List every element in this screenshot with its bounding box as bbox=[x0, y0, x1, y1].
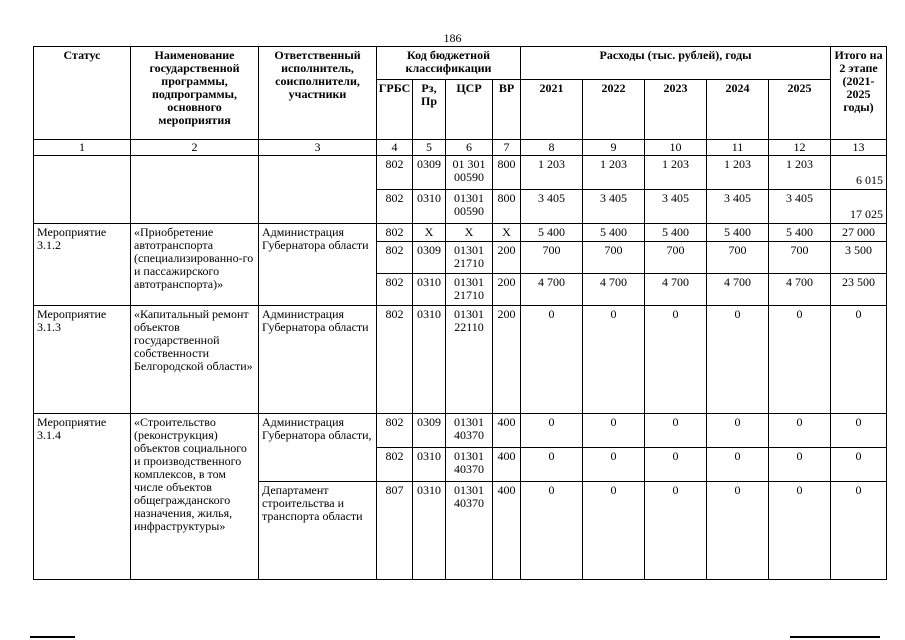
csr-cell: 01301 21710 bbox=[446, 274, 493, 306]
value-2022: 0 bbox=[583, 448, 645, 482]
value-2024: 5 400 bbox=[707, 224, 769, 242]
value-2023: 1 203 bbox=[645, 156, 707, 190]
column-number: 1 bbox=[34, 140, 131, 156]
header-csr: ЦСР bbox=[446, 80, 493, 140]
name-cell: «Приобретение автотранспорта (специализированно-го и пассажирского автотранспорта)» bbox=[131, 224, 259, 306]
total-cell: 0 bbox=[831, 414, 887, 448]
value-2022: 5 400 bbox=[583, 224, 645, 242]
value-2025: 1 203 bbox=[769, 156, 831, 190]
column-number: 3 bbox=[259, 140, 377, 156]
header-grbs: ГРБС bbox=[377, 80, 413, 140]
total-cell: 0 bbox=[831, 448, 887, 482]
grbs-cell: 802 bbox=[377, 274, 413, 306]
value-2024: 1 203 bbox=[707, 156, 769, 190]
status-cell bbox=[34, 156, 131, 224]
total-cell: 17 025 bbox=[831, 190, 887, 224]
value-2022: 4 700 bbox=[583, 274, 645, 306]
responsible-cell: Администрация Губернатора области bbox=[259, 306, 377, 414]
column-number: 8 bbox=[521, 140, 583, 156]
value-2022: 0 bbox=[583, 414, 645, 448]
column-number: 5 bbox=[413, 140, 446, 156]
rz-cell: 0309 bbox=[413, 242, 446, 274]
column-number: 9 bbox=[583, 140, 645, 156]
vr-cell: 400 bbox=[493, 448, 521, 482]
value-2024: 0 bbox=[707, 482, 769, 580]
value-2025: 700 bbox=[769, 242, 831, 274]
csr-cell: 01 301 00590 bbox=[446, 156, 493, 190]
csr-cell: 01301 21710 bbox=[446, 242, 493, 274]
csr-cell: 01301 40370 bbox=[446, 482, 493, 580]
header-responsible: Ответственный исполнитель, соисполнители, участники bbox=[259, 47, 377, 140]
value-2023: 0 bbox=[645, 414, 707, 448]
column-number: 2 bbox=[131, 140, 259, 156]
column-number: 6 bbox=[446, 140, 493, 156]
status-cell: Мероприятие 3.1.3 bbox=[34, 306, 131, 414]
column-number: 4 bbox=[377, 140, 413, 156]
header-year-2023: 2023 bbox=[645, 80, 707, 140]
status-cell: Мероприятие 3.1.2 bbox=[34, 224, 131, 306]
value-2023: 0 bbox=[645, 482, 707, 580]
grbs-cell: 802 bbox=[377, 242, 413, 274]
name-cell: «Капитальный ремонт объектов государственной собственности Белгородской области» bbox=[131, 306, 259, 414]
header-total: Итого на 2 этапе (2021-2025 годы) bbox=[831, 47, 887, 140]
name-cell bbox=[131, 156, 259, 224]
value-2025: 0 bbox=[769, 306, 831, 414]
vr-cell: 400 bbox=[493, 414, 521, 448]
header-name: Наименование государственной программы, подпрограммы, основного мероприятия bbox=[131, 47, 259, 140]
column-number: 7 bbox=[493, 140, 521, 156]
csr-cell: 01301 00590 bbox=[446, 190, 493, 224]
column-number: 12 bbox=[769, 140, 831, 156]
value-2024: 0 bbox=[707, 414, 769, 448]
value-2025: 3 405 bbox=[769, 190, 831, 224]
header-year-2021: 2021 bbox=[521, 80, 583, 140]
value-2025: 0 bbox=[769, 414, 831, 448]
value-2023: 5 400 bbox=[645, 224, 707, 242]
total-cell: 27 000 bbox=[831, 224, 887, 242]
value-2021: 5 400 bbox=[521, 224, 583, 242]
vr-cell: 800 bbox=[493, 190, 521, 224]
responsible-cell bbox=[259, 156, 377, 224]
rz-cell: Х bbox=[413, 224, 446, 242]
value-2021: 0 bbox=[521, 448, 583, 482]
grbs-cell: 802 bbox=[377, 190, 413, 224]
csr-cell: 01301 40370 bbox=[446, 448, 493, 482]
value-2024: 0 bbox=[707, 448, 769, 482]
vr-cell: 200 bbox=[493, 274, 521, 306]
rz-cell: 0309 bbox=[413, 156, 446, 190]
value-2021: 3 405 bbox=[521, 190, 583, 224]
header-year-2025: 2025 bbox=[769, 80, 831, 140]
column-number: 13 bbox=[831, 140, 887, 156]
rz-cell: 0310 bbox=[413, 482, 446, 580]
grbs-cell: 802 bbox=[377, 224, 413, 242]
value-2022: 0 bbox=[583, 306, 645, 414]
total-cell: 6 015 bbox=[831, 156, 887, 190]
budget-table bbox=[33, 46, 887, 580]
vr-cell: 800 bbox=[493, 156, 521, 190]
csr-cell: Х bbox=[446, 224, 493, 242]
value-2024: 4 700 bbox=[707, 274, 769, 306]
vr-cell: 200 bbox=[493, 306, 521, 414]
value-2023: 4 700 bbox=[645, 274, 707, 306]
vr-cell: Х bbox=[493, 224, 521, 242]
column-number: 11 bbox=[707, 140, 769, 156]
csr-cell: 01301 22110 bbox=[446, 306, 493, 414]
responsible-cell: Администрация Губернатора области bbox=[259, 224, 377, 306]
grbs-cell: 802 bbox=[377, 448, 413, 482]
value-2024: 0 bbox=[707, 306, 769, 414]
grbs-cell: 807 bbox=[377, 482, 413, 580]
header-budget-code: Код бюджетной классификации bbox=[377, 47, 521, 80]
grbs-cell: 802 bbox=[377, 156, 413, 190]
value-2022: 0 bbox=[583, 482, 645, 580]
value-2025: 5 400 bbox=[769, 224, 831, 242]
value-2021: 1 203 bbox=[521, 156, 583, 190]
value-2021: 0 bbox=[521, 414, 583, 448]
value-2021: 0 bbox=[521, 306, 583, 414]
value-2022: 700 bbox=[583, 242, 645, 274]
value-2023: 0 bbox=[645, 448, 707, 482]
table-row bbox=[34, 414, 887, 448]
value-2023: 3 405 bbox=[645, 190, 707, 224]
total-cell: 0 bbox=[831, 306, 887, 414]
total-cell: 3 500 bbox=[831, 242, 887, 274]
value-2023: 700 bbox=[645, 242, 707, 274]
responsible-cell: Администрация Губернатора области, bbox=[259, 414, 377, 482]
rz-cell: 0310 bbox=[413, 306, 446, 414]
vr-cell: 200 bbox=[493, 242, 521, 274]
table-row bbox=[34, 306, 887, 414]
value-2023: 0 bbox=[645, 306, 707, 414]
header-status: Статус bbox=[34, 47, 131, 140]
header-year-2022: 2022 bbox=[583, 80, 645, 140]
name-cell: «Строительство (реконструкция) объектов социального и производственного комплексов, в том числе объектов общегражданского назначения, жилья, инфраструктуры» bbox=[131, 414, 259, 580]
total-cell: 23 500 bbox=[831, 274, 887, 306]
header-expenses: Расходы (тыс. рублей), годы bbox=[521, 47, 831, 80]
status-cell: Мероприятие 3.1.4 bbox=[34, 414, 131, 580]
value-2021: 700 bbox=[521, 242, 583, 274]
rz-cell: 0310 bbox=[413, 274, 446, 306]
value-2025: 0 bbox=[769, 482, 831, 580]
value-2025: 4 700 bbox=[769, 274, 831, 306]
value-2022: 1 203 bbox=[583, 156, 645, 190]
header-row-1 bbox=[34, 47, 887, 80]
vr-cell: 400 bbox=[493, 482, 521, 580]
page-edge-mark bbox=[790, 636, 880, 638]
value-2021: 4 700 bbox=[521, 274, 583, 306]
value-2022: 3 405 bbox=[583, 190, 645, 224]
page-number: 186 bbox=[443, 31, 462, 45]
page-edge-mark bbox=[30, 636, 75, 638]
header-vr: ВР bbox=[493, 80, 521, 140]
column-number-row bbox=[34, 140, 887, 156]
grbs-cell: 802 bbox=[377, 306, 413, 414]
value-2024: 700 bbox=[707, 242, 769, 274]
csr-cell: 01301 40370 bbox=[446, 414, 493, 448]
value-2024: 3 405 bbox=[707, 190, 769, 224]
rz-cell: 0310 bbox=[413, 190, 446, 224]
value-2025: 0 bbox=[769, 448, 831, 482]
rz-cell: 0309 bbox=[413, 414, 446, 448]
table-row bbox=[34, 156, 887, 190]
header-rz-pr: Рз, Пр bbox=[413, 80, 446, 140]
header-year-2024: 2024 bbox=[707, 80, 769, 140]
responsible-cell: Департамент строительства и транспорта области bbox=[259, 482, 377, 580]
total-cell: 0 bbox=[831, 482, 887, 580]
table-row bbox=[34, 224, 887, 242]
grbs-cell: 802 bbox=[377, 414, 413, 448]
value-2021: 0 bbox=[521, 482, 583, 580]
column-number: 10 bbox=[645, 140, 707, 156]
rz-cell: 0310 bbox=[413, 448, 446, 482]
